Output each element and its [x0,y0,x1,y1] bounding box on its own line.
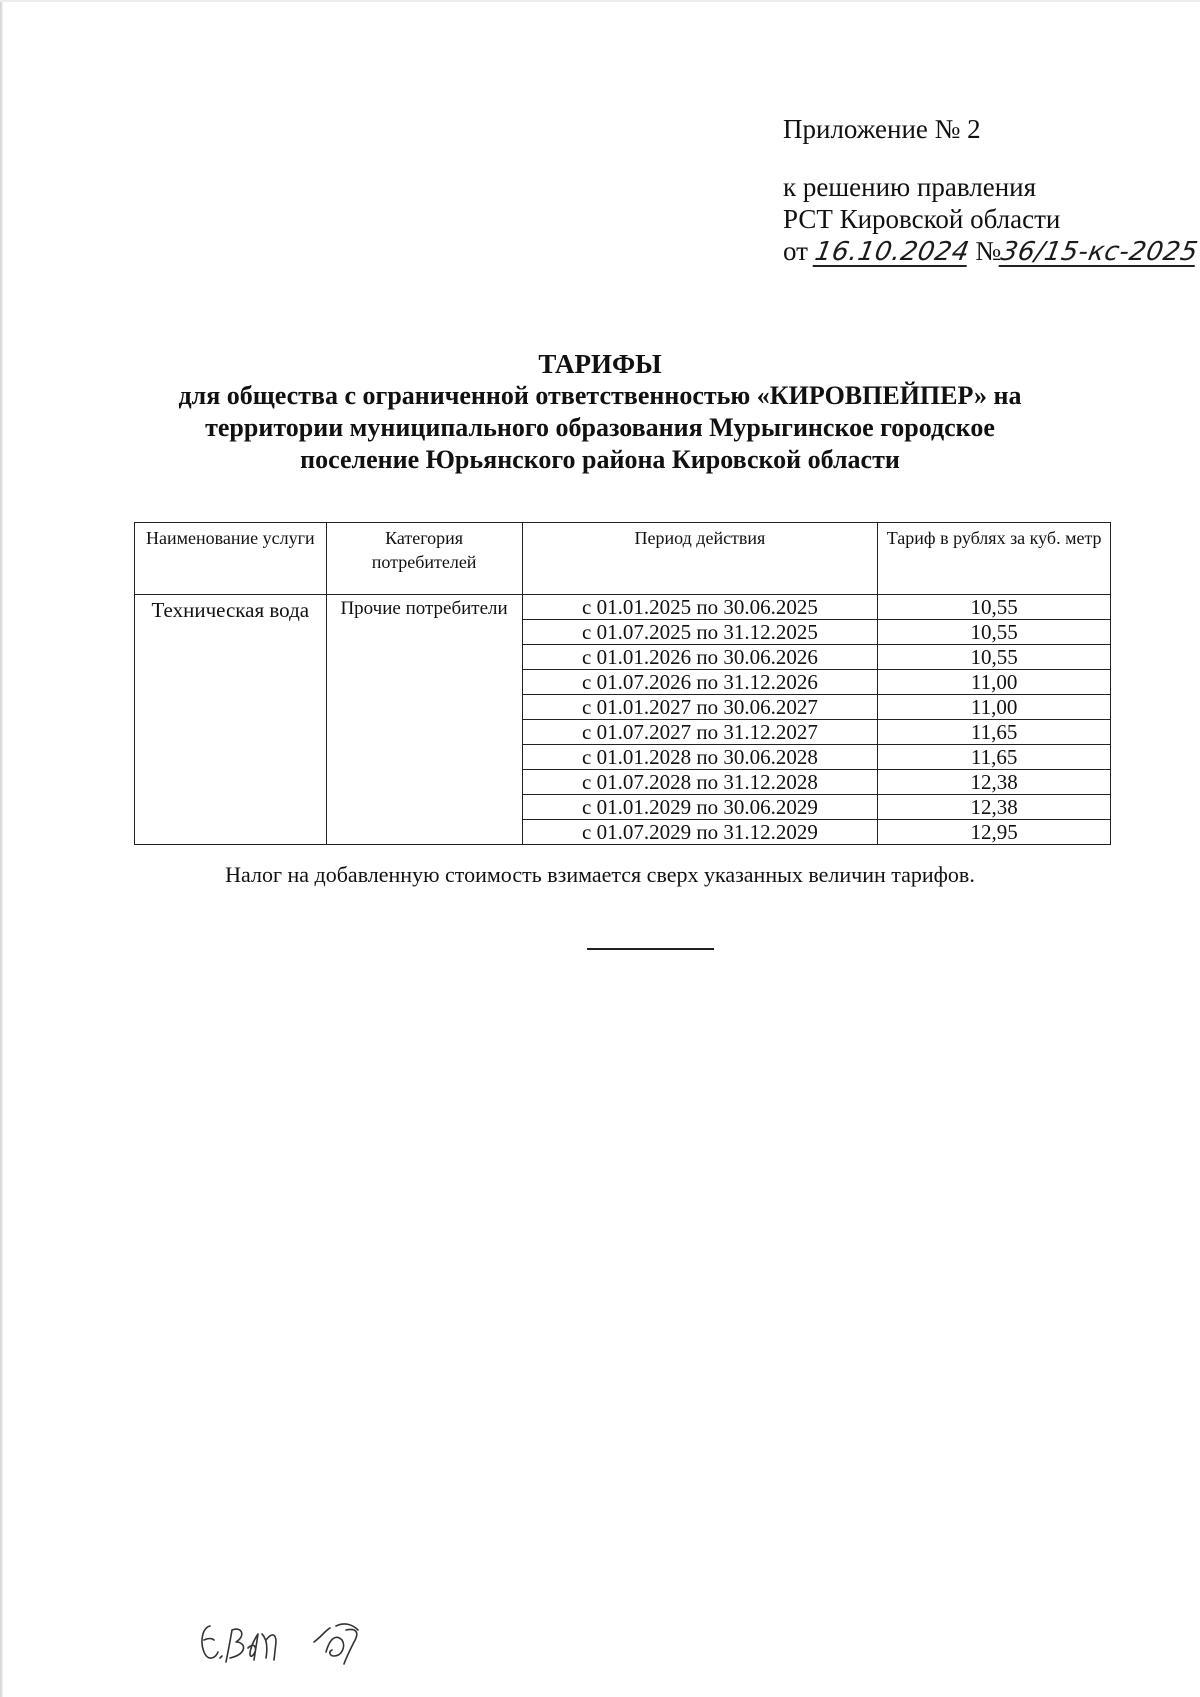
appendix-date-line [783,235,1200,267]
tariff-cell: 12,38 [878,770,1111,795]
number-prefix: № [975,236,1002,266]
table-header-row [135,523,1111,595]
handwritten-number: 36/15-кс-2025 [998,237,1200,267]
service-name-cell: Техническая вода [135,595,327,845]
header-consumer-category: Категория потребителей [326,523,522,595]
end-divider [587,948,714,950]
tariff-cell: 11,65 [878,745,1111,770]
header-service: Наименование услуги [135,523,327,595]
consumer-category-cell: Прочие потребители [326,595,522,845]
handwritten-signature [196,1612,396,1677]
period-cell: с 01.07.2027 по 31.12.2027 [522,720,878,745]
title-line-2: территории муниципального образования Мурыгинское городское [205,413,995,442]
vat-note: Налог на добавленную стоимость взимается сверх указанных величин тарифов. [225,862,975,887]
appendix-block [783,113,1200,267]
title-line-1: для общества с ограниченной ответственностью «КИРОВПЕЙПЕР» на [178,381,1022,410]
period-cell: с 01.07.2028 по 31.12.2028 [522,770,878,795]
tariff-cell: 11,65 [878,720,1111,745]
tariff-cell: 12,38 [878,795,1111,820]
period-cell: с 01.01.2025 по 30.06.2025 [522,595,878,620]
signature-icon [196,1612,396,1672]
scan-edge-left [0,0,3,1697]
tariff-cell: 11,00 [878,670,1111,695]
date-prefix: от [783,236,808,266]
tariff-cell: 10,55 [878,645,1111,670]
title-line-3: поселение Юрьянского района Кировской области [300,445,900,474]
scan-edge-top [0,0,1200,2]
table-row [135,595,1111,620]
tariff-cell: 12,95 [878,820,1111,845]
document-title: ТАРИФЫ [538,349,662,379]
tariff-table [134,522,1111,845]
tariff-cell: 11,00 [878,695,1111,720]
header-period: Период действия [522,523,878,595]
period-cell: с 01.01.2029 по 30.06.2029 [522,795,878,820]
tariff-cell: 10,55 [878,620,1111,645]
period-cell: с 01.07.2026 по 31.12.2026 [522,670,878,695]
tariff-cell: 10,55 [878,595,1111,620]
appendix-authority-line: РСТ Кировской области [783,204,1061,234]
handwritten-date: 16.10.2024 [812,237,972,267]
appendix-decision-line: к решению правления [783,172,1037,202]
period-cell: с 01.01.2027 по 30.06.2027 [522,695,878,720]
document-title-block [80,348,1120,476]
appendix-number: Приложение № 2 [783,114,981,144]
header-tariff: Тариф в рублях за куб. метр [878,523,1111,595]
period-cell: с 01.01.2026 по 30.06.2026 [522,645,878,670]
appendix-gap [783,145,1197,171]
period-cell: с 01.07.2029 по 31.12.2029 [522,820,878,845]
period-cell: с 01.07.2025 по 31.12.2025 [522,620,878,645]
period-cell: с 01.01.2028 по 30.06.2028 [522,745,878,770]
